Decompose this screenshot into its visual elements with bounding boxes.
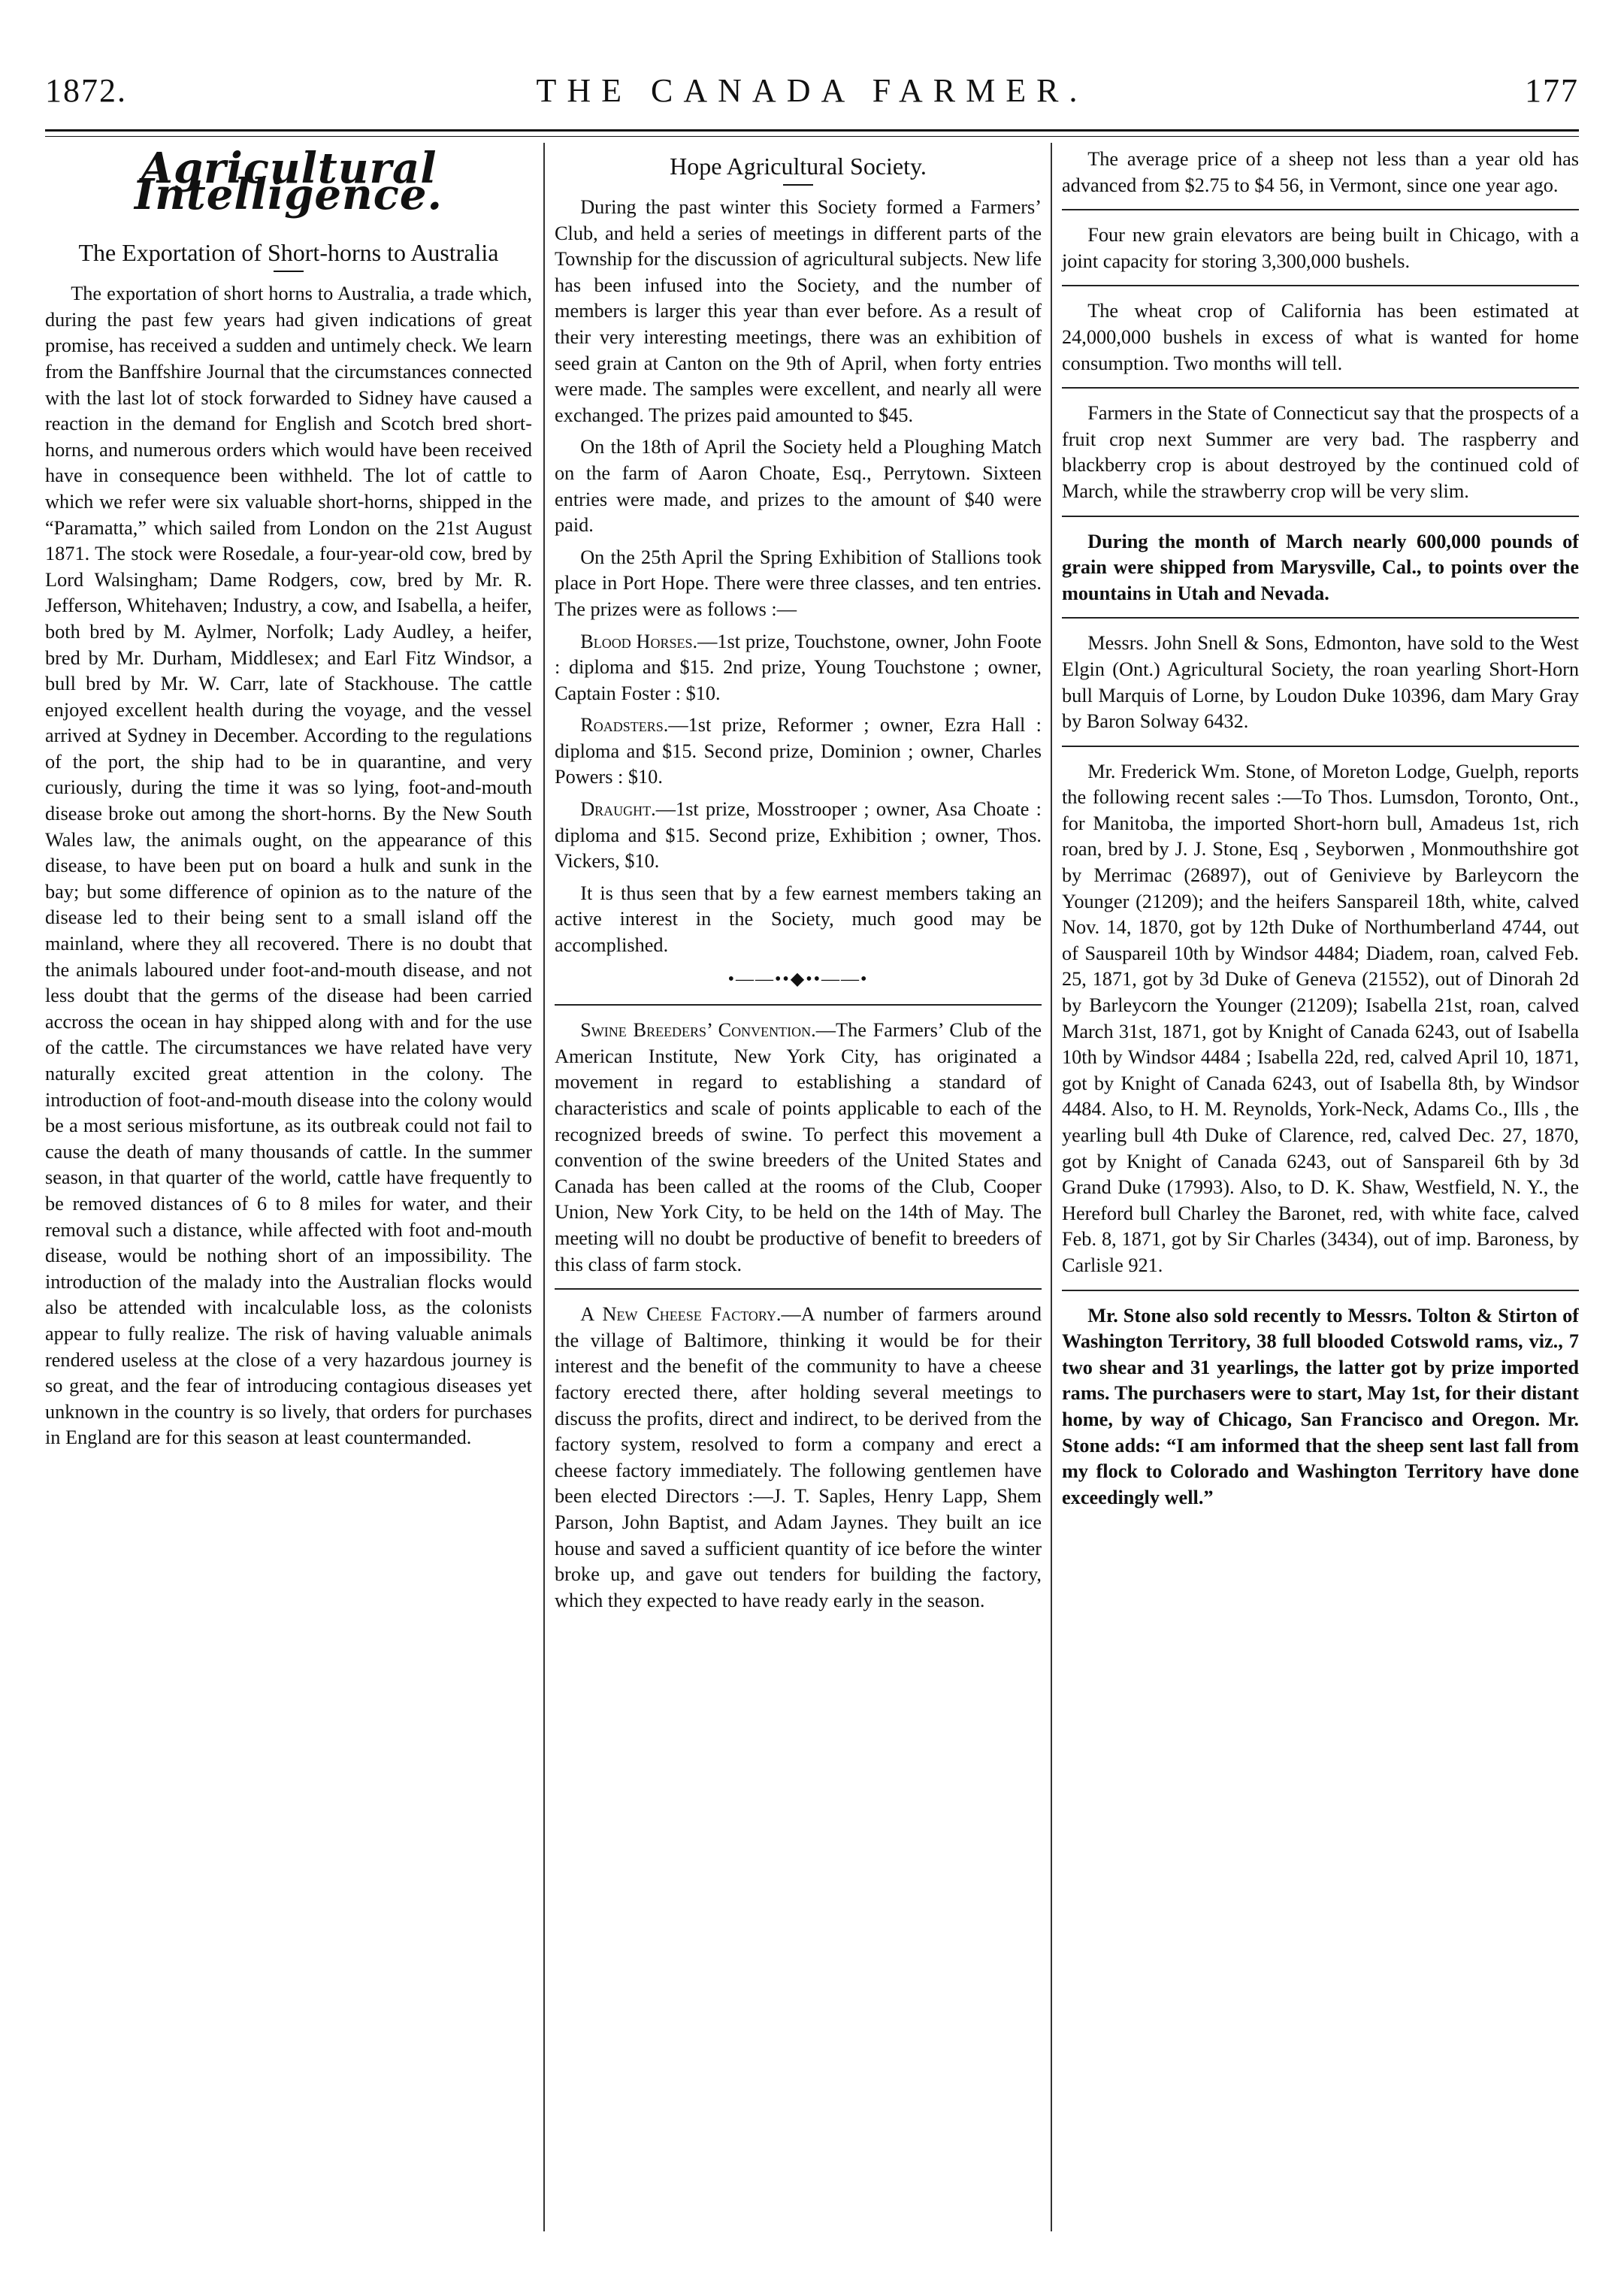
news-item: Mr. Frederick Wm. Stone, of Moreton Lodge, Guelph, reports the following recent sales :—To Thos. Lumsdon, Toronto, Ont., for Manitoba, the imported Short-horn bull, Amadeus 1st, rich roan, bred by J. J. Stone, Esq , Seyborwen , Monmouthshire got by Merrimac (26897), out of Genivieve by Barleycorn the Younger (21209); and the heifers Sanspareil 18th, white, calved Nov. 14, 1870, got by 12th Duke of Northumberland 4744, out of Sauspareil 10th by Windsor 4484; Diadem, roan, calved Feb. 25, 1871, got by 3d Duke of Geneva (21552), out of Dinorah 2d by Barleycorn the Younger (21209); Isabella 21st, roan, calved March 31st, 1871, got by Knight of Canada 6243, out of Isabella 10th by Windsor 4484 ; Isabella 22d, red, calved April 10, 1871, got by Knight of Canada 6243, out of Isabella 8th, by Windsor 4484. Also, to H. M. Reynolds, York-Neck, Adams Co., Ills , the yearling bull 4th Duke of Clarence, red, calved Dec. 27, 1870, got by Knight of Canada 6243, out of Sanspareil 6th by 3d Grand Duke (17993). Also, to D. K. Shaw, Westfield, N. Y., the Hereford bull Charley the Baronet, red, with white face, calved Feb. 8, 1871, got by Sir Charles (3434), out of imp. Baroness, by Carlisle 921. — [1062, 760, 1579, 1276]
item-lead: A New Cheese Factory. — [580, 1303, 782, 1326]
prize-entry-draught — [555, 797, 1042, 875]
column-divider-2 — [1051, 143, 1052, 2231]
heading-dash — [783, 184, 813, 186]
prize-class: Roadsters. — [580, 714, 669, 737]
article-paragraph: The exportation of short horns to Australia, a trade which, during the past few years had given indications of great promise, has received a sudden and untimely check. We learn from the Banffshire Journal that the circumstances connected with the last lot of stock forwarded to Sidney have caused a reaction in the demand for English and Scotch bred short-horns, and numerous orders which would have been received have in consequence been withheld. The lot of cattle to which we refer were six valuable short-horns, shipped in the “Paramatta,” which sailed from London on the 21st August 1871. The stock were Rosedale, a four-year-old cow, bred by Lord Walsingham; Dame Rodgers, cow, bred by Mr. R. Jefferson, Whitehaven; Industry, a cow, and Isabella, a heifer, both bred by M. Aylmer, Norfolk; Lady Audley, a heifer, bred by Mr. Durham, Middlesex; and Earl Fitz Windsor, a bull bred by Mr. W. Carr, late of Stackhouse. The cattle enjoyed excellent health during the voyage, and the vessel arrived at Sydney in December. According to the regulations of the port, the ship had to be in quarantine, and very curiously, during the time it was so lying, foot-and-mouth disease broke out among the short-horns. By the New South Wales law, the animals ought, on the appearance of this disease, to have been put on board a hulk and sunk in the bay; but some difference of opinion as to the nature of the disease led to their being sent to a small island off the mainland, where they all recovered. There is no doubt that the animals laboured under foot-and-mouth disease, and not less doubt that the germs of the disease had been carried accross the ocean in hay shipped along with and for the use of the cattle. The circumstances we have related have very naturally excited great attention in the colony. The introduction of foot-and-mouth disease into the colony would be a most serious misfortune, as its outbreak could not fail to cause the death of many thousands of cattle. In the summer season, in that quarter of the world, cattle have frequently to be removed distances of 6 to 8 miles for water, and their removal such a distance, while affected with foot and-mouth disease, would be nothing short of an impossibility. The introduction of the malady into the Australian flocks would also be attended with incalculable loss, as the colonists appear to fully realize. The risk of having valuable animals rendered useless at the close of a very hazardous journey is so great, and the fear of introducing contagious diseases yet unknown in the country is so lively, that orders for purchases in England are for this season at least countermanded. — [45, 283, 532, 1449]
prize-text: —1st prize, Touchstone, owner, John Foote : diploma and $15. 2nd prize, Young Touchstone ; owner, Captain Foster : $10. — [555, 630, 1042, 704]
section-rule — [1062, 387, 1579, 389]
column-1 — [45, 147, 538, 2243]
prize-entry-roadsters — [555, 712, 1042, 791]
article-paragraph: On the 25th April the Spring Exhibition of Stallions took place in Port Hope. There were three classes, and ten entries. The prizes were as follows :— — [555, 546, 1042, 620]
header-title: THE CANADA FARMER. — [536, 72, 1088, 109]
header-year: 1872. — [45, 72, 127, 109]
prize-text: —1st prize, Reformer ; owner, Ezra Hall : diploma and $15. Second prize, Dominion ; owner, Charles Powers : $10. — [555, 714, 1042, 788]
article-heading-hope-society: Hope Agricultural Society. — [670, 153, 927, 180]
page-header — [45, 71, 1579, 124]
column-2 — [549, 147, 1048, 2243]
prize-text: —1st prize, Mosstrooper ; owner, Asa Choate : diploma and $15. Second prize, Exhibition ; owner, Thos. Vickers, $10. — [555, 798, 1042, 873]
prize-entry-blood-horses — [555, 629, 1042, 707]
section-rule — [1062, 1290, 1579, 1291]
prize-class: Blood Horses. — [580, 630, 698, 652]
section-rule — [1062, 746, 1579, 747]
news-item: The average price of a sheep not less than a year old has advanced from $2.75 to $4 56, in Vermont, since one year ago. — [1062, 148, 1579, 196]
item-text: —The Farmers’ Club of the American Institute, New York City, has originated a movement in regard to establishing a standard of characteristics and scale of points applicable to each of the recognized breeds of swine. To perfect this movement a convention of the swine breeders of the United States and Canada has been called at the rooms of the Club, Cooper Union, New York City, to be held on the 14th of May. The meeting will no doubt be productive of benefit to breeders of this class of farm stock. — [555, 1019, 1042, 1275]
article-paragraph: During the past winter this Society formed a Farmers’ Club, and held a series of meetings in different parts of the Township for the discussion of agricultural subjects. New life has been infused into the Society, and the number of members is larger this year than ever before. As a result of their very interesting meetings, there was an exhibition of seed grain at Canton on the 9th of April, when forty entries were made. The samples were excellent, and nearly all were exchanged. The prizes paid amounted to $45. — [555, 196, 1042, 426]
column-divider-1 — [543, 143, 545, 2231]
article-paragraph: It is thus seen that by a few earnest members taking an active interest in the Society, much good may be accomplished. — [555, 882, 1042, 957]
column-3 — [1056, 147, 1579, 2243]
news-item: The wheat crop of California has been estimated at 24,000,000 bushels in excess of what is wanted for home consumption. Two months will tell. — [1062, 300, 1579, 374]
article-paragraph: On the 18th of April the Society held a Ploughing Match on the farm of Aaron Choate, Esq., Perrytown. Sixteen entries were made, and prizes to the amount of $40 were paid. — [555, 436, 1042, 537]
section-rule — [555, 1004, 1042, 1006]
prize-class: Draught. — [580, 798, 656, 821]
swine-convention-item — [555, 1018, 1042, 1278]
header-page-number: 177 — [1525, 72, 1579, 109]
cheese-factory-item — [555, 1302, 1042, 1614]
section-banner: Agricultural Intelligence. — [135, 147, 443, 219]
article-heading-exportation: The Exportation of Short-horns to Australia — [78, 239, 499, 267]
news-items — [1062, 147, 1579, 1511]
ornament-divider: •——••◆••——• — [727, 969, 869, 989]
section-rule — [1062, 516, 1579, 517]
news-item: Farmers in the State of Connecticut say that the prospects of a fruit crop next Summer are very bad. The raspberry and blackberry crop is about destroyed by the continued cold of March, while the strawberry crop will be very slim. — [1062, 402, 1579, 502]
news-item: Messrs. John Snell & Sons, Edmonton, have sold to the West Elgin (Ont.) Agricultural Society, the roan yearling Short-Horn bull Marquis of Lorne, by Loudon Duke 10396, dam Mary Gray by Baron Solway 6432. — [1062, 632, 1579, 733]
header-rule — [45, 129, 1579, 137]
item-lead: Swine Breeders’ Convention. — [580, 1019, 816, 1042]
section-rule — [1062, 209, 1579, 210]
news-item: During the month of March nearly 600,000 pounds of grain were shipped from Marysville, Cal., to points over the mountains in Utah and Nevada. — [1062, 530, 1579, 604]
heading-dash — [274, 271, 304, 272]
section-rule — [555, 1288, 1042, 1290]
item-text: —A number of farmers around the village of Baltimore, thinking it would be for their interest and the benefit of the community to have a cheese factory erected there, after holding several meetings to discuss the profits, direct and indirect, to be derived from the factory system, resolved to form a company and erect a cheese factory immediately. The following gentlemen have been elected Directors :—J. T. Saples, Henry Lapp, Shem Parson, John Baptist, and Adam Jaynes. They built an ice house and saved a sufficient quantity of ice before the winter broke up, and gave out tenders for building the factory, which they expected to have ready early in the season. — [555, 1303, 1042, 1611]
news-item: Four new grain elevators are being built in Chicago, with a joint capacity for storing 3,300,000 bushels. — [1062, 224, 1579, 272]
news-item: Mr. Stone also sold recently to Messrs. Tolton & Stirton of Washington Territory, 38 full blooded Cotswold rams, viz., 7 two shear and 31 yearlings, the latter got by prize imported rams. The purchasers were to start, May 1st, for their distant home, by way of Chicago, San Francisco and Oregon. Mr. Stone adds: “I am informed that the sheep sent last fall from my flock to Colorado and Washington Territory have done exceedingly well.” — [1062, 1304, 1579, 1508]
section-rule — [1062, 285, 1579, 286]
section-rule — [1062, 617, 1579, 619]
